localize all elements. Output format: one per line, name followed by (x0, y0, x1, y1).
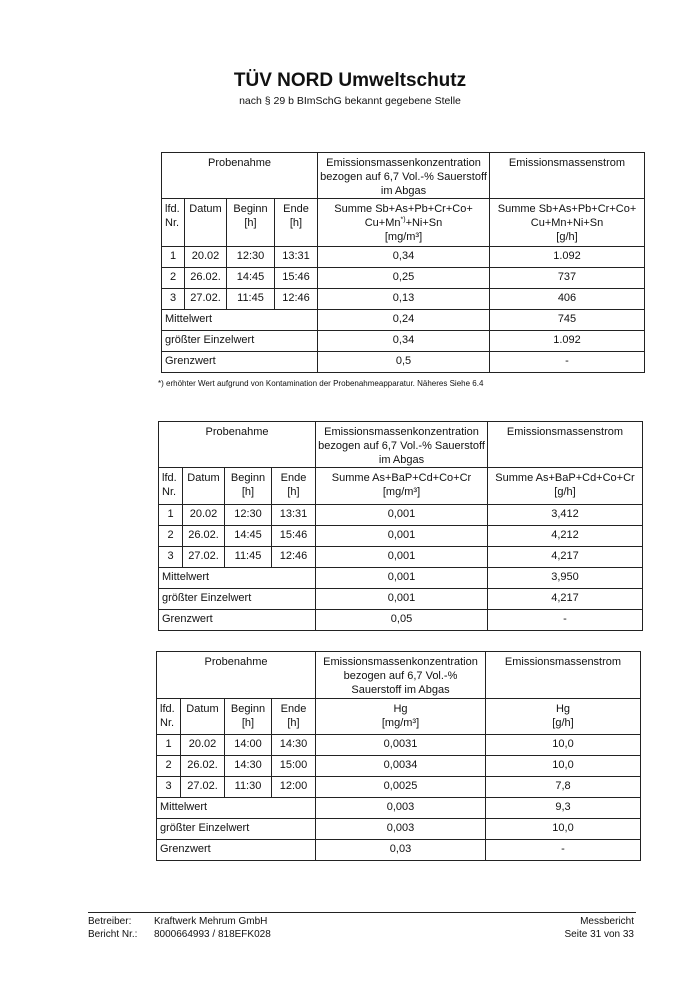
probenahme-header: Probenahme (157, 652, 316, 699)
row-konz: 0,0034 (316, 756, 486, 777)
probenahme-header: Probenahme (159, 422, 316, 468)
summary-konz: 0,34 (318, 331, 490, 352)
summary-strom: 3,950 (488, 568, 643, 589)
summary-konz: 0,001 (316, 568, 488, 589)
page-number: Seite 31 von 33 (564, 929, 634, 940)
strom-component-list: Hg (555, 703, 571, 715)
summary-row-mittelwert (162, 310, 645, 331)
row-strom: 4,212 (488, 526, 643, 547)
row-strom: 3,412 (488, 505, 643, 526)
summary-row-grenzwert (157, 840, 641, 861)
emission-table-carcinogens (158, 421, 643, 631)
row-nr: 2 (159, 526, 183, 547)
row-konz: 0,001 (316, 505, 488, 526)
summary-row-mittelwert (159, 568, 643, 589)
row-konz: 0,13 (318, 289, 490, 310)
row-ende: 15:00 (272, 756, 316, 777)
massenstrom-header: Emissionsmassenstrom (490, 153, 645, 199)
table-row (157, 756, 641, 777)
row-beginn: 14:45 (227, 268, 275, 289)
massenstrom-subheader (488, 468, 643, 505)
summary-row-groesster (157, 819, 641, 840)
konzentration-subheader (316, 468, 488, 505)
footer-labels (88, 915, 137, 941)
row-nr: 3 (159, 547, 183, 568)
summary-strom: - (486, 840, 641, 861)
footer-right (565, 915, 635, 941)
col-beginn: Beginn [h] (227, 199, 275, 247)
konzentration-header: Emissionsmassenkonzentration bezogen auf 6,7 Vol.-% Sauerstoff im Abgas (316, 422, 488, 468)
konz-component-list: Summe As+BaP+Cd+Co+Cr (331, 472, 472, 485)
summary-konz: 0,003 (316, 798, 486, 819)
massenstrom-subheader (490, 199, 645, 247)
bericht-label: Bericht Nr.: (88, 929, 138, 940)
row-nr: 3 (162, 289, 185, 310)
summary-strom: 745 (490, 310, 645, 331)
summary-label: größter Einzelwert (159, 589, 316, 610)
table-row (157, 777, 641, 798)
summary-row-mittelwert (157, 798, 641, 819)
summary-strom: 9,3 (486, 798, 641, 819)
row-nr: 1 (162, 247, 185, 268)
col-beginn: Beginn [h] (225, 468, 272, 505)
summary-strom: 1.092 (490, 331, 645, 352)
row-datum: 20.02 (183, 505, 225, 526)
table-row (162, 289, 645, 310)
summary-label: Grenzwert (162, 352, 318, 373)
row-ende: 14:30 (272, 735, 316, 756)
row-nr: 2 (162, 268, 185, 289)
massenstrom-subheader (486, 699, 641, 735)
summary-row-grenzwert (162, 352, 645, 373)
strom-component-list: Summe Sb+As+Pb+Cr+Co+ Cu+Mn+Ni+Sn (497, 203, 637, 229)
summary-konz: 0,003 (316, 819, 486, 840)
col-lfd-nr: lfd. Nr. (162, 199, 185, 247)
konz-unit: [mg/m³] (384, 230, 423, 243)
summary-label: Mittelwert (162, 310, 318, 331)
row-beginn: 11:45 (225, 547, 272, 568)
konzentration-subheader (316, 699, 486, 735)
footnote: *) erhöhter Wert aufgrund von Kontamination der Probenahmeapparatur. Näheres Siehe 6.4 (158, 379, 484, 388)
col-lfd-nr: lfd. Nr. (157, 699, 181, 735)
summary-konz: 0,5 (318, 352, 490, 373)
row-strom: 1.092 (490, 247, 645, 268)
row-ende: 12:00 (272, 777, 316, 798)
summary-konz: 0,24 (318, 310, 490, 331)
row-nr: 1 (159, 505, 183, 526)
row-ende: 15:46 (275, 268, 318, 289)
massenstrom-header: Emissionsmassenstrom (486, 652, 641, 699)
row-datum: 26.02. (183, 526, 225, 547)
table-row (162, 268, 645, 289)
table-row (159, 547, 643, 568)
massenstrom-header: Emissionsmassenstrom (488, 422, 643, 468)
betreiber-value: Kraftwerk Mehrum GmbH (154, 916, 268, 927)
summary-konz: 0,001 (316, 589, 488, 610)
col-beginn: Beginn [h] (225, 699, 272, 735)
emission-table-heavy-metals (161, 152, 645, 373)
summary-row-groesster (159, 589, 643, 610)
row-konz: 0,0031 (316, 735, 486, 756)
col-datum: Datum (185, 199, 227, 247)
row-beginn: 12:30 (227, 247, 275, 268)
row-datum: 20.02 (185, 247, 227, 268)
row-konz: 0,25 (318, 268, 490, 289)
konzentration-subheader (318, 199, 490, 247)
footer-divider (88, 912, 636, 913)
row-datum: 27.02. (181, 777, 225, 798)
table-row (159, 505, 643, 526)
summary-strom: - (488, 610, 643, 631)
table-row (162, 247, 645, 268)
row-strom: 10,0 (486, 756, 641, 777)
document-title: TÜV NORD Umweltschutz (233, 70, 467, 91)
table-row (157, 735, 641, 756)
row-strom: 10,0 (486, 735, 641, 756)
summary-label: Mittelwert (159, 568, 316, 589)
summary-konz: 0,03 (316, 840, 486, 861)
row-datum: 20.02 (181, 735, 225, 756)
konz-unit: [mg/m³] (382, 486, 421, 498)
betreiber-label: Betreiber: (88, 916, 132, 927)
konzentration-header: Emissionsmassenkonzentration bezogen auf 6,7 Vol.-% Sauerstoff im Abgas (316, 652, 486, 699)
summary-label: Grenzwert (157, 840, 316, 861)
strom-component-list: Summe As+BaP+Cd+Co+Cr (495, 472, 635, 485)
row-konz: 0,34 (318, 247, 490, 268)
row-beginn: 11:30 (225, 777, 272, 798)
row-nr: 1 (157, 735, 181, 756)
col-ende: Ende [h] (272, 699, 316, 735)
summary-strom: 4,217 (488, 589, 643, 610)
konz-unit: [mg/m³] (381, 716, 420, 729)
row-strom: 4,217 (488, 547, 643, 568)
row-nr: 3 (157, 777, 181, 798)
row-konz: 0,001 (316, 547, 488, 568)
row-beginn: 11:45 (227, 289, 275, 310)
emission-table-mercury (156, 651, 641, 861)
row-beginn: 12:30 (225, 505, 272, 526)
row-ende: 13:31 (272, 505, 316, 526)
strom-unit: [g/h] (552, 716, 574, 729)
konzentration-header: Emissionsmassenkonzentration bezogen auf 6,7 Vol.-% Sauerstoff im Abgas (318, 153, 490, 199)
document-subtitle: nach § 29 b BImSchG bekannt gegebene Stelle (239, 95, 461, 107)
row-beginn: 14:00 (225, 735, 272, 756)
col-ende: Ende [h] (275, 199, 318, 247)
row-datum: 27.02. (185, 289, 227, 310)
col-ende: Ende [h] (272, 468, 316, 505)
row-beginn: 14:45 (225, 526, 272, 547)
summary-row-grenzwert (159, 610, 643, 631)
row-datum: 26.02. (181, 756, 225, 777)
col-lfd-nr: lfd. Nr. (159, 468, 183, 505)
document-type: Messbericht (580, 916, 634, 927)
row-konz: 0,0025 (316, 777, 486, 798)
summary-label: größter Einzelwert (162, 331, 318, 352)
row-beginn: 14:30 (225, 756, 272, 777)
col-datum: Datum (183, 468, 225, 505)
row-strom: 737 (490, 268, 645, 289)
konz-component-rest: +Ni+Sn (405, 217, 443, 229)
bericht-value: 8000664993 / 818EFK028 (154, 929, 271, 940)
row-strom: 7,8 (486, 777, 641, 798)
table-row (159, 526, 643, 547)
row-datum: 27.02. (183, 547, 225, 568)
strom-unit: [g/h] (554, 486, 576, 498)
footnote-marker: *) (400, 216, 406, 224)
row-ende: 12:46 (275, 289, 318, 310)
row-datum: 26.02. (185, 268, 227, 289)
row-ende: 13:31 (275, 247, 318, 268)
probenahme-header: Probenahme (162, 153, 318, 199)
summary-konz: 0,05 (316, 610, 488, 631)
konz-component-list: Summe Sb+As+Pb+Cr+Co+ Cu+Mn (334, 203, 473, 229)
strom-unit: [g/h] (556, 230, 578, 243)
summary-row-groesster (162, 331, 645, 352)
row-ende: 15:46 (272, 526, 316, 547)
footer-values (154, 915, 271, 941)
summary-label: Grenzwert (159, 610, 316, 631)
summary-strom: 10,0 (486, 819, 641, 840)
row-strom: 406 (490, 289, 645, 310)
konz-component-list: Hg (393, 703, 408, 715)
summary-label: Mittelwert (157, 798, 316, 819)
row-ende: 12:46 (272, 547, 316, 568)
summary-label: größter Einzelwert (157, 819, 316, 840)
row-konz: 0,001 (316, 526, 488, 547)
row-nr: 2 (157, 756, 181, 777)
summary-strom: - (490, 352, 645, 373)
col-datum: Datum (181, 699, 225, 735)
